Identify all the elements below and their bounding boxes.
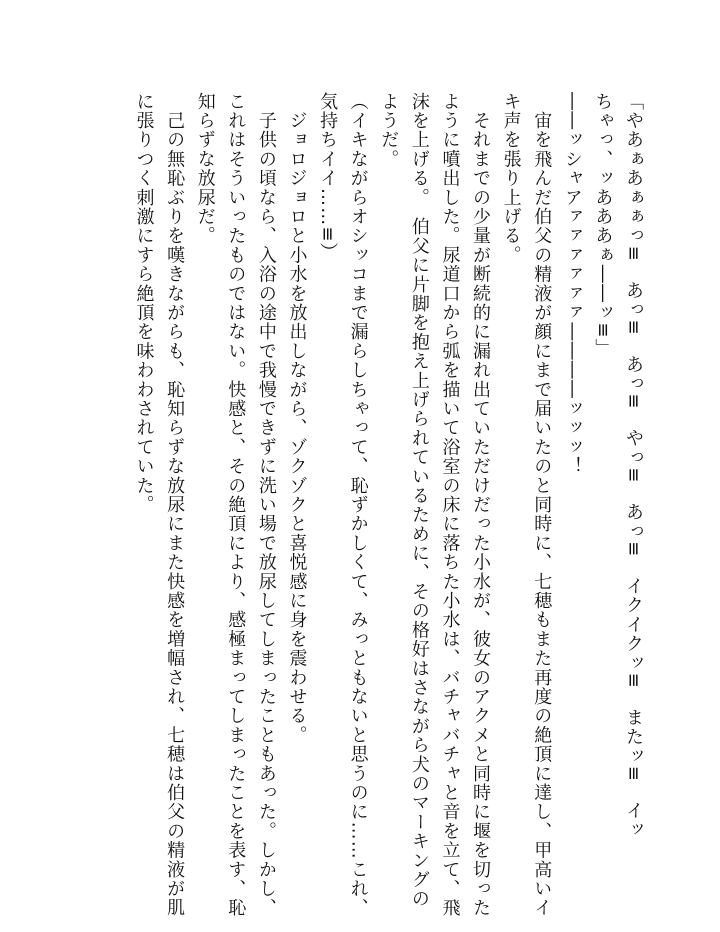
- text-line: 「やあぁあぁぁっ≡ あっ≡ あっ≡ やっ≡ あっ≡ イクイクッ≡ またッ≡ イッ: [623, 92, 644, 840]
- text-line: それまでの少量が断続的に漏れ出ていただけだった小水が、彼女のアクメと同時に堰を切った: [470, 92, 492, 918]
- text-line: キ声を張り上げる。: [500, 92, 522, 265]
- text-line: ――ッシャアァァァァァァ――――ッッッ！: [561, 92, 583, 476]
- text-line: 子供の頃なら、入浴の途中で我慢できずに洗い場で放尿してしまったこともあった。しかし、: [255, 92, 277, 918]
- text-line: 気持ちイイ……≡）: [317, 92, 339, 262]
- text-line: ジョロジョロと小水を放出しながら、ゾクゾクと喜悦感に身を震わせる。: [286, 92, 308, 745]
- text-line: ようだ。: [378, 92, 400, 169]
- text-line: これはそういったものではない。快感と、その絶頂により、感極まってしまったことを表す、恥: [225, 92, 247, 918]
- text-line: 己の無恥ぶりを嘆きながらも、恥知らずな放尿にまた快感を増幅され、七穂は伯父の精液が肌: [164, 92, 186, 918]
- text-line: に張りつく刺激にすら絶頂を味わわされていた。: [133, 92, 155, 515]
- text-line: （イキながらオシッコまで漏らしちゃって、恥ずかしくて、みっともないと思うのに……これ、: [347, 92, 369, 918]
- text-line: 沫を上げる。 伯父に片脚を抱え上げられているために、その格好はさながら犬のマーキングの: [408, 92, 430, 909]
- novel-text-column-block: [128, 92, 648, 918]
- text-line: ように噴出した。尿道口から弧を描いて浴室の床に落ちた小水は、バチャバチャと音を立て、飛: [439, 92, 461, 918]
- text-line: ちゃっ、ッあああぁ――ッ≡」: [592, 92, 614, 358]
- text-line: 知らずな放尿だ。: [194, 92, 216, 246]
- text-line: 宙を飛んだ伯父の精液が顔にまで届いたのと同時に、七穂もまた再度の絶頂に達し、甲高いイ: [531, 92, 553, 918]
